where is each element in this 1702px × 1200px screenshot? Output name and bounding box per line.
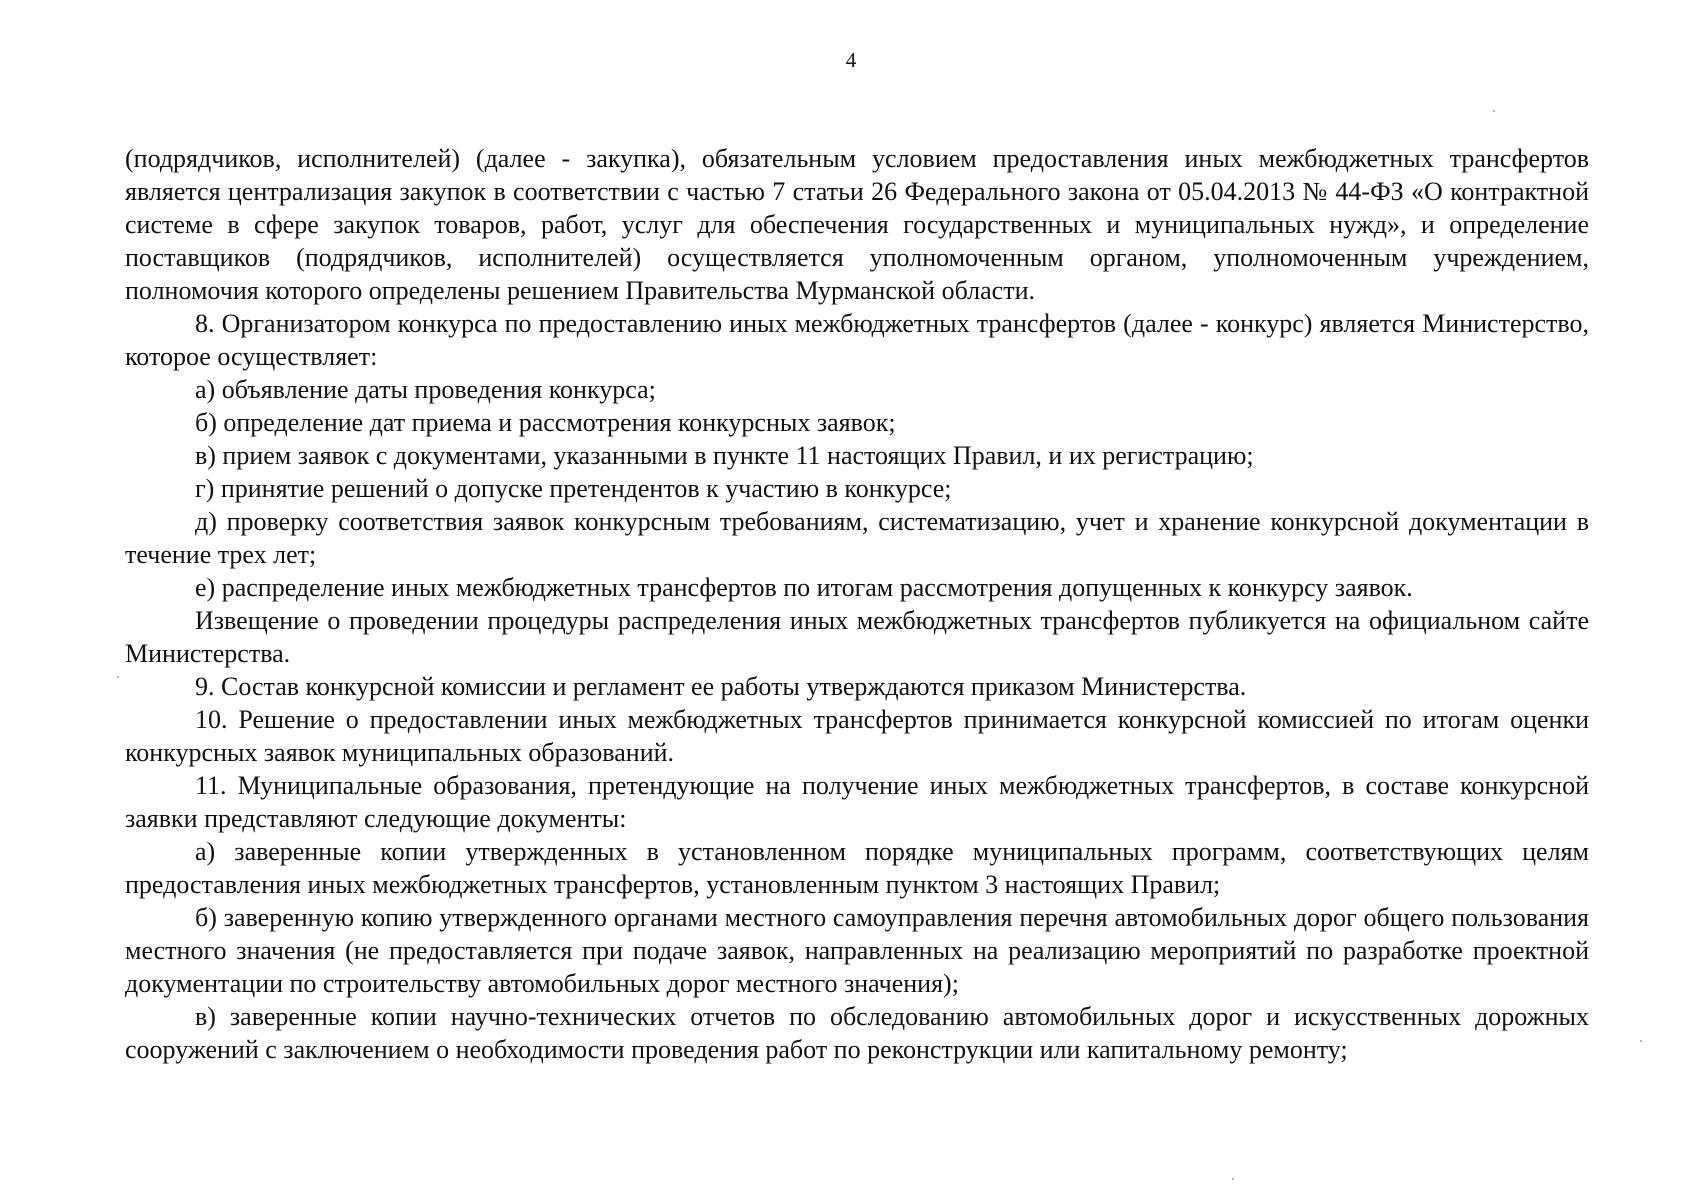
page-number: 4 bbox=[845, 48, 857, 72]
paragraph-item-10: 10. Решение о предоставлении иных межбюджетных трансфертов принимается конкурсной комиссией по итогам оценки конкурсных заявок муниципальных образований. bbox=[125, 705, 1589, 767]
paragraph-notice: Извещение о проведении процедуры распределения иных межбюджетных трансфертов публикуется на официальном сайте Министерства. bbox=[125, 606, 1589, 668]
scan-speck bbox=[1232, 1178, 1234, 1180]
paragraph-item-11-a: а) заверенные копии утвержденных в установленном порядке муниципальных программ, соответствующих целям предоставления иных межбюджетных трансфертов, установленным пунктом 3 настоящих Правил; bbox=[125, 837, 1589, 899]
document-body bbox=[125, 142, 1589, 1066]
paragraph-item-11: 11. Муниципальные образования, претендующие на получение иных межбюджетных трансфертов, в составе конкурсной заявки представляют следующие документы: bbox=[125, 771, 1589, 833]
paragraph-subitem-b: б) определение дат приема и рассмотрения конкурсных заявок; bbox=[195, 408, 896, 437]
scan-speck bbox=[1640, 1040, 1642, 1042]
paragraph-subitem-a: а) объявление даты проведения конкурса; bbox=[195, 375, 656, 404]
scan-speck bbox=[117, 676, 119, 678]
paragraph-subitem-e: е) распределение иных межбюджетных трансфертов по итогам рассмотрения допущенных к конкурсу заявок. bbox=[195, 573, 1413, 602]
paragraph-item-11-b: б) заверенную копию утвержденного органами местного самоуправления перечня автомобильных дорог общего пользования местного значения (не предоставляется при подаче заявок, направленных на реализацию мероприятий по разработке проектной документации по строительству автомобильных дорог местного значения); bbox=[125, 903, 1589, 998]
paragraph-item-9: 9. Состав конкурсной комиссии и регламент ее работы утверждаются приказом Министерства. bbox=[195, 672, 1247, 701]
paragraph-item-8: 8. Организатором конкурса по предоставлению иных межбюджетных трансфертов (далее - конкурс) является Министерство, которое осуществляет: bbox=[125, 309, 1589, 371]
scan-speck bbox=[1493, 110, 1495, 112]
paragraph-continuation: (подрядчиков, исполнителей) (далее - закупка), обязательным условием предоставления иных межбюджетных трансфертов является централизация закупок в соответствии с частью 7 статьи 26 Федерального закона от 05.04.2013 № 44-ФЗ «О контрактной системе в сфере закупок товаров, работ, услуг для обеспечения государственных и муниципальных нужд», и определение поставщиков (подрядчиков, исполнителей) осуществляется уполномоченным органом, уполномоченным учреждением, полномочия которого определены решением Правительства Мурманской области. bbox=[125, 144, 1589, 305]
paragraph-subitem-v: в) прием заявок с документами, указанными в пункте 11 настоящих Правил, и их регистрацию; bbox=[195, 441, 1254, 470]
paragraph-item-11-v: в) заверенные копии научно-технических отчетов по обследованию автомобильных дорог и искусственных дорожных сооружений с заключением о необходимости проведения работ по реконструкции или капитальному ремонту; bbox=[125, 1002, 1589, 1064]
paragraph-subitem-d: д) проверку соответствия заявок конкурсным требованиям, систематизацию, учет и хранение конкурсной документации в течение трех лет; bbox=[125, 507, 1589, 569]
paragraph-subitem-g: г) принятие решений о допуске претендентов к участию в конкурсе; bbox=[195, 474, 952, 503]
